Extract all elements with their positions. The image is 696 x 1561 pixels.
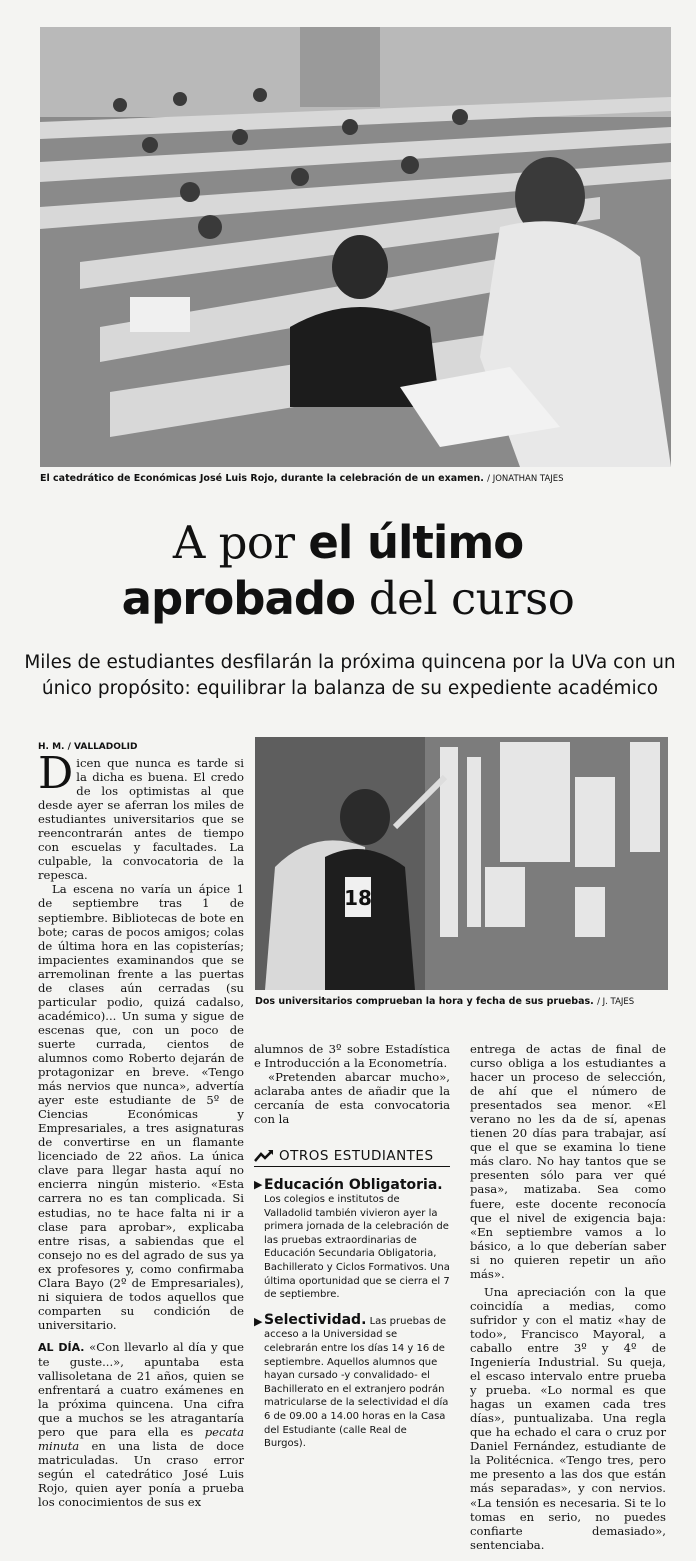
col1-p3-text: «Con llevarlo al día y que te guste...», apuntaba esta vallisoletana de 21 años, quien se enfrentará a cuatro exámenes en la próxima quincena. Una cifra que a muchos se les atragantaría pero que para ella es	[38, 1339, 244, 1440]
box-item-1-text: Los colegios e institutos de Valladolid también vivieron ayer la primera jornada de la celebración de las pruebas extraordinarias de Educación Secundaria Obligatoria, Bachillerato y Ciclos Formativos. Una última oportunidad que se cierra el 7 de septiembre.	[264, 1194, 450, 1301]
col1-p3-italic: pecata minuta	[38, 1425, 244, 1454]
column-2	[254, 1042, 450, 1126]
headline-part4: del curso	[355, 572, 575, 625]
photo2-credit: / J. TAJES	[597, 997, 635, 1007]
col2-paragraph-2: «Pretenden abarcar mucho», aclaraba antes de añadir que la cercanía de esta convocatoria con la	[254, 1070, 450, 1127]
other-students-box	[254, 1148, 450, 1451]
col1-paragraph-1	[38, 748, 244, 883]
bib-number: 18	[344, 886, 372, 910]
headline	[0, 515, 696, 627]
trend-arrow-icon	[254, 1149, 274, 1163]
exam-hall-photo	[40, 27, 671, 467]
subheadline: Miles de estudiantes desfilarán la próxima quincena por la UVa con un único propósito: equilibrar la balanza de su expediente académico	[24, 652, 676, 699]
triangle-bullet-icon: ▶	[254, 1178, 263, 1191]
col1-p3-end: en una lista de doce matriculadas. Un craso error según el catedrático José Luis Rojo, quien ayer ponía a prueba los conocimientos de sus ex	[38, 1439, 244, 1510]
triangle-bullet-icon: ▶	[254, 1314, 263, 1328]
byline: H. M. / VALLADOLID	[38, 742, 138, 752]
photo1-caption	[40, 473, 680, 485]
col1-paragraph-2: La escena no varía un ápice 1 de septiembre tras 1 de septiembre. Bibliotecas de bote en bote; caras de pocos amigos; colas de última hora en las copisterías; impacientes examinandos que se arremolinan frente a las puertas de clases aún cerradas (su particular podio, quizá cadalso, académico)... Un suma y sigue de escenas que, con un poco de suerte currada, cientos de alumnos como Roberto dejarán de protagonizar en breve. «Tengo más nervios que nunca», advertía ayer este estudiante de 5º de Ciencias Económicas y Empresariales, a tres asignaturas de convertirse en un flamante licenciado de 22 años. La única clave para llegar hasta aquí no encierra ningún misterio. «Esta carrera no es tan complicada. Si estudias, no te hace falta ni ir a clase para aprobar», explicaba entre risas, a sabiendas que el consejo no es del agrado de sus ya ex profesores y, como confirmaba Clara Bayo (2º de Empresariales), ni siquiera de todos aquellos que comparten su condición de universitario.	[38, 882, 244, 1332]
box-item-2-heading: Selectividad.	[264, 1311, 367, 1328]
col2-paragraph-1: alumnos de 3º sobre Estadística e Introducción a la Econometría.	[254, 1042, 450, 1071]
headline-part3: aprobado	[121, 572, 356, 625]
col1-lead-in: AL DÍA.	[38, 1340, 85, 1354]
headline-line1	[0, 515, 696, 571]
photo1-credit: / JONATHAN TAJES	[487, 474, 564, 484]
photo1-caption-text: El catedrático de Económicas José Luis Rojo, durante la celebración de un examen.	[40, 473, 484, 484]
box-title: OTROS ESTUDIANTES	[279, 1148, 434, 1164]
headline-part2: el último	[308, 516, 524, 569]
drop-cap: D	[38, 748, 74, 799]
box-item-1	[254, 1177, 450, 1302]
col1-paragraph-3	[38, 1340, 244, 1510]
box-item-2	[254, 1311, 450, 1451]
box-item-2-text	[264, 1311, 450, 1451]
box-item-1-heading: Educación Obligatoria.	[264, 1177, 443, 1193]
col1-p1-text: icen que nunca es tarde si la dicha es buena. El credo de los optimistas al que desde ayer se aferran los miles de estudiantes universitarios que se reencontrarán antes de tiempo con escuelas y facultades. La culpable, la convocatoria de la repesca.	[38, 756, 244, 883]
headline-line2	[0, 571, 696, 627]
col3-paragraph-2: Una apreciación con la que coincidía a medias, como sufridor y con el matiz «hay de todo», Francisco Mayoral, a caballo entre 3º y 4º de Ingeniería Industrial. Su queja, el escaso intervalo entre prueba y prueba. «Lo normal es que hagas un examen cada tres días», puntualizaba. Una regla que ha echado el cara o cruz por Daniel Fernández, estudiante de la Politécnica. «Tengo tres, pero me presento a las dos que están más separadas», y con nervios. «La tensión es necesaria. Si te lo tomas en serio, no puedes confiarte demasiado», sentenciaba.	[470, 1284, 666, 1552]
photo2-caption-text: Dos universitarios comprueban la hora y fecha de sus pruebas.	[255, 996, 594, 1007]
students-notice-board-photo	[255, 737, 668, 990]
column-3	[470, 1042, 666, 1552]
box-header	[254, 1148, 450, 1167]
column-1	[38, 748, 244, 1510]
photo2-caption	[255, 996, 675, 1008]
headline-part1: A por	[172, 516, 309, 569]
col3-paragraph-1: entrega de actas de final de curso obliga a los estudiantes a hacer un proceso de selección, de ahí que el número de presentados sea menor. «El verano no les da de sí, apenas tienen 20 días para trabajar, así que el que se examina lo tiene más claro. No hay tantos que se presenten sólo para ver qué pasa», matizaba. Sea como fuere, este docente reconocía que el nivel de exigencia baja: «En septiembre vamos a lo básico, a lo que deberían saber si no quieren repetir un año más».	[470, 1042, 666, 1281]
box-item-2-body: Las pruebas de acceso a la Universidad se celebrarán entre los días 14 y 16 de septiembre. Aquellos alumnos que hayan cursado -y convalidado- el Bachillerato en el extranjero podrán matricularse de la selectividad el día 6 de 09.00 a 14.00 horas en la Casa del Estudiante (calle Real de Burgos).	[264, 1315, 449, 1450]
